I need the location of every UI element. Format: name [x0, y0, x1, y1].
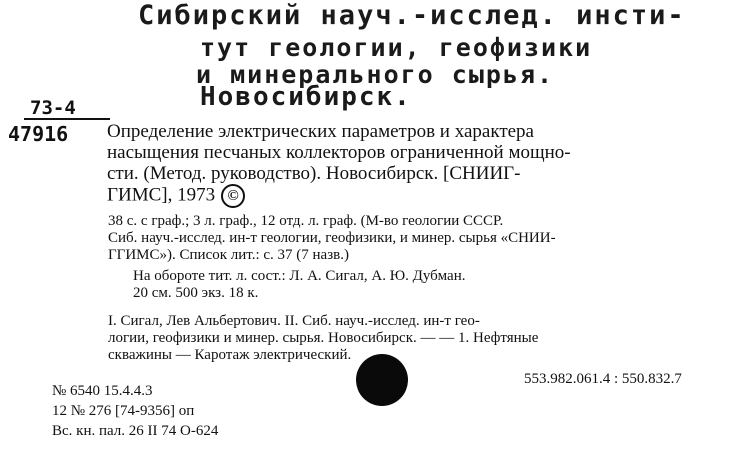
tracing-line: логии, геофизики и минер. сырья. Новосибирск. — — 1. Нефтяные [108, 330, 539, 346]
handwritten-line: Новосибирск. [200, 82, 412, 112]
card-numbers [52, 381, 218, 441]
entry-line: Определение электрических параметров и характера [107, 121, 534, 142]
tracing [108, 313, 728, 364]
call-number-top: 73-4 [30, 97, 76, 119]
notes [133, 268, 465, 302]
handwritten-line: Сибирский науч.-исслед. инсти- [138, 0, 686, 31]
entry-line-last [107, 184, 727, 208]
tracing-line: I. Сигал, Лев Альбертович. II. Сиб. науч.-исслед. ин-т гео- [108, 313, 480, 329]
collation-line: ГГИМС»). Список лит.: с. 37 (7 назв.) [108, 247, 349, 263]
call-number-divider [24, 118, 110, 120]
tracing-line: скважины — Каротаж электрический. [108, 347, 352, 363]
collation-line: Сиб. науч.-исслед. ин-т геологии, геофизики, и минер. сырья «СНИИ- [108, 230, 556, 246]
collation [108, 213, 728, 264]
entry-title [107, 121, 727, 208]
entry-line: сти. (Метод. руководство). Новосибирск. [СНИИГ- [107, 163, 521, 184]
card-number-line: № 6540 15.4.4.3 [52, 383, 153, 399]
card-number-line: 12 № 276 [74-9356] оп [52, 403, 195, 419]
udc-number: 553.982.061.4 : 550.832.7 [524, 371, 682, 387]
entry-line: ГИМС], 1973 [107, 184, 216, 206]
punch-hole [356, 354, 408, 406]
notes-line: На обороте тит. л. сост.: Л. А. Сигал, А. Ю. Дубман. [133, 268, 466, 284]
card-number-line: Вс. кн. пал. 26 II 74 О-624 [52, 423, 219, 439]
handwritten-line: и минерального сырья. [196, 60, 555, 89]
entry-line: насыщения песчаных коллекторов ограниченной мощно- [107, 142, 571, 163]
notes-line: 20 см. 500 экз. 18 к. [133, 285, 259, 301]
copyright-icon: © [221, 184, 245, 208]
collation-line: 38 с. с граф.; 3 л. граф., 12 отд. л. граф. (М-во геологии СССР. [108, 213, 504, 229]
call-number-bottom: 47916 [8, 122, 69, 146]
handwritten-line: тут геологии, геофизики [200, 33, 593, 62]
